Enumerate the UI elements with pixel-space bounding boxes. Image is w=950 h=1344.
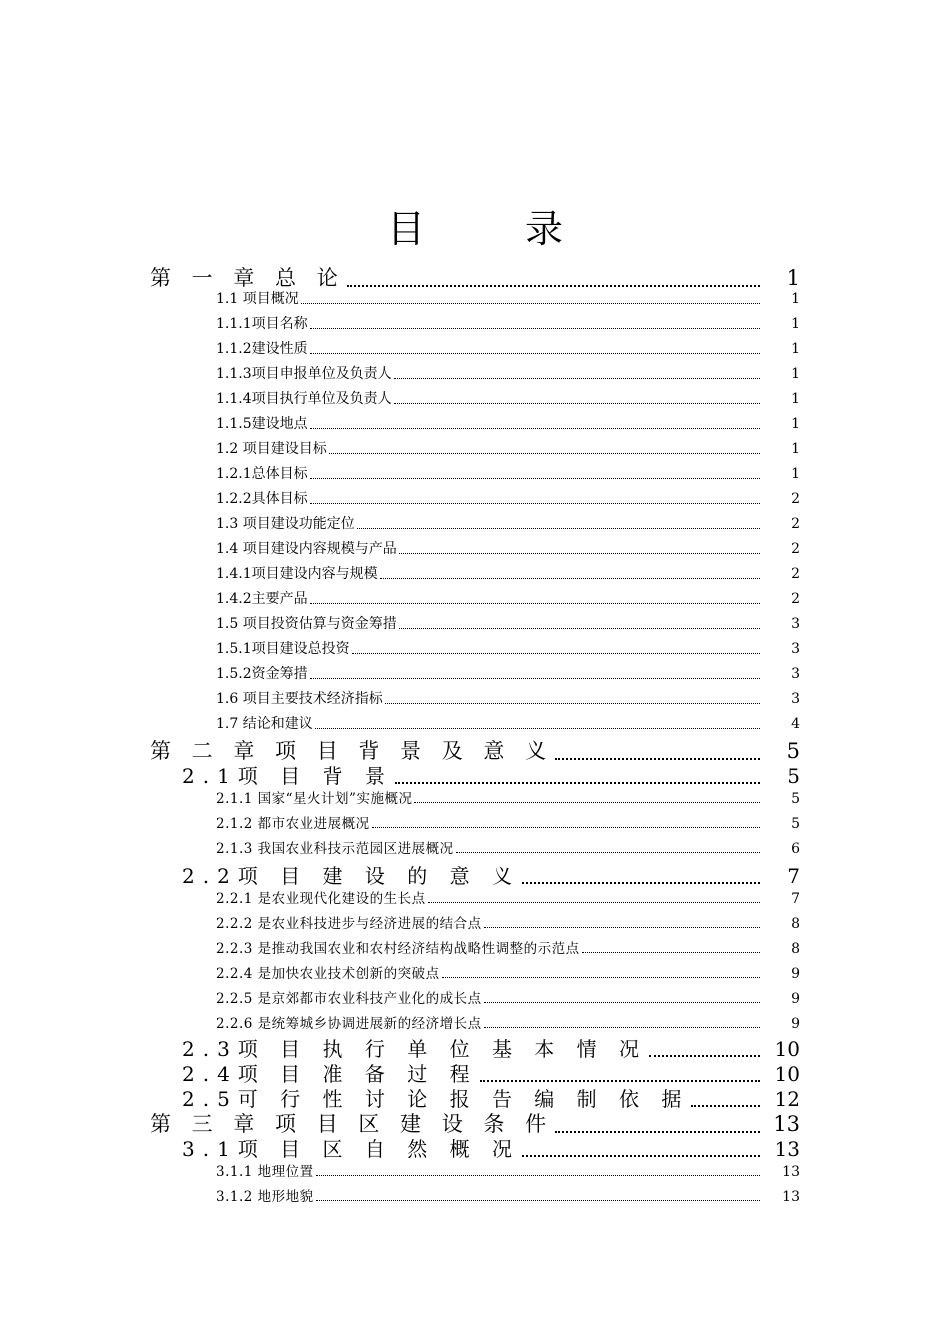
toc-entry[interactable] [216,613,800,633]
toc-entry-label: 1.2 项目建设目标 [216,441,327,457]
toc-entry-label: 2.2.1 是农业现代化建设的生长点 [216,891,426,907]
title-char-2: 录 [525,207,564,251]
toc-entry-label: 1.1.1项目名称 [216,316,308,332]
toc-entry-page-number: 1 [791,291,800,307]
toc-entry-page-number: 12 [774,1087,800,1111]
toc-entry-page-number: 13 [774,1137,800,1161]
toc-entry-label: 1.2.2具体目标 [216,491,308,507]
dot-leader [310,353,760,354]
toc-entry[interactable] [216,363,800,383]
toc-entry-label: 2.2.6 是统筹城乡协调进展新的经济增长点 [216,1016,482,1032]
dot-leader [310,328,760,329]
dot-leader [347,285,760,287]
toc-entry-label: 2.4项 目 准 备 过 程 [182,1062,478,1086]
toc-entry-page-number: 13 [773,1112,800,1136]
toc-entry-page-number: 1 [791,416,800,432]
dot-leader [484,1027,760,1028]
toc-entry-label: 1.3 项目建设功能定位 [216,516,355,532]
toc-entry[interactable] [182,760,800,789]
toc-entry-page-number: 9 [791,966,800,982]
toc-entry-label: 1.5.1项目建设总投资 [216,641,350,657]
toc-entry-page-number: 10 [774,1037,800,1061]
toc-entry-page-number: 2 [791,491,800,507]
dot-leader [399,553,760,554]
toc-entry-page-number: 8 [791,941,800,957]
toc-entry-page-number: 7 [787,864,800,888]
dot-leader [522,1155,760,1157]
toc-entry-label: 1.4.1项目建设内容与规模 [216,566,378,582]
toc-entry-label: 第 一 章 总 论 [150,266,345,290]
dot-leader [414,802,760,803]
toc-entry[interactable] [216,1185,800,1205]
dot-leader [399,628,760,629]
toc-entry[interactable] [216,538,800,558]
toc-entry-label: 1.7 结论和建议 [216,716,313,732]
toc-entry-label: 2.2项 目 建 设 的 意 义 [182,864,520,888]
toc-entry[interactable] [216,1012,800,1032]
dot-leader [394,378,760,379]
toc-entry-page-number: 1 [791,466,800,482]
toc-entry-page-number: 7 [791,891,800,907]
toc-entry[interactable] [216,463,800,483]
toc-entry[interactable] [216,912,800,932]
toc-entry[interactable] [216,438,800,458]
toc-entry-page-number: 6 [791,841,800,857]
toc-entry-label: 1.6 项目主要技术经济指标 [216,691,383,707]
toc-entry-page-number: 5 [786,739,800,763]
toc-entry-label: 2.2.2 是农业科技进步与经济进展的结合点 [216,916,482,932]
toc-entry-page-number: 3 [791,616,800,632]
toc-entry-page-number: 8 [791,916,800,932]
dot-leader [357,528,760,529]
toc-entry-label: 1.5 项目投资估算与资金筹措 [216,616,397,632]
toc-entry-page-number: 1 [791,441,800,457]
toc-entry-label: 2.2.5 是京郊都市农业科技产业化的成长点 [216,991,482,1007]
dot-leader [442,977,760,978]
dot-leader [316,1200,760,1201]
dot-leader [480,1080,760,1082]
dot-leader [428,902,760,903]
dot-leader [329,453,760,454]
toc-entry-page-number: 5 [791,791,800,807]
toc-entry[interactable] [216,288,800,308]
dot-leader [316,1175,760,1176]
toc-entry-label: 1.2.1总体目标 [216,466,308,482]
toc-entry-label: 2.1.3 我国农业科技示范园区进展概况 [216,841,454,857]
toc-entry-label: 1.1.5建设地点 [216,416,308,432]
dot-leader [380,578,760,579]
toc-entry-label: 1.4 项目建设内容规模与产品 [216,541,397,557]
toc-entry-label: 1.1 项目概况 [216,291,299,307]
dot-leader [310,478,760,479]
toc-entry[interactable] [216,488,800,508]
toc-entry[interactable] [216,338,800,358]
dot-leader [582,952,760,953]
title-char-1: 目 [386,207,425,251]
toc-entry-label: 1.5.2资金筹措 [216,666,308,682]
toc-entry[interactable] [216,962,800,982]
toc-entry[interactable] [216,812,800,832]
toc-entry[interactable] [216,413,800,433]
dot-leader [301,303,760,304]
dot-leader [394,403,760,404]
dot-leader [310,603,760,604]
toc-entry-page-number: 2 [791,516,800,532]
dot-leader [352,653,760,654]
toc-entry[interactable] [216,663,800,683]
toc-entry-label: 1.4.2主要产品 [216,591,308,607]
toc-entry-page-number: 4 [791,716,800,732]
toc-entry[interactable] [216,563,800,583]
dot-leader [691,1105,760,1107]
toc-entry-page-number: 1 [791,366,800,382]
toc-entry[interactable] [216,987,800,1007]
dot-leader [310,678,760,679]
toc-entry-label: 2.1.1 国家“星火计划”实施概况 [216,791,413,807]
toc-entry[interactable] [182,1133,800,1162]
toc-entry[interactable] [216,1160,800,1180]
toc-entry[interactable] [216,313,800,333]
dot-leader [315,728,760,729]
toc-entry-label: 1.1.4项目执行单位及负责人 [216,391,392,407]
toc-entry-page-number: 3 [791,691,800,707]
toc-entry-page-number: 1 [791,316,800,332]
toc-entry-label: 3.1.1 地理位置 [216,1164,314,1180]
toc-entry-label: 3.1.2 地形地貌 [216,1189,314,1205]
toc-entry[interactable] [216,638,800,658]
toc-entry[interactable] [216,937,800,957]
toc-entry-label: 2.2.4 是加快农业技术创新的突破点 [216,966,440,982]
toc-entry-page-number: 13 [782,1189,800,1205]
toc-entry-page-number: 1 [786,266,800,290]
dot-leader [649,1055,760,1057]
toc-entry-page-number: 1 [791,391,800,407]
dot-leader [310,428,760,429]
toc-entry-label: 1.1.3项目申报单位及负责人 [216,366,392,382]
toc-entry-label: 第 三 章 项 目 区 建 设 条 件 [150,1112,554,1136]
toc-entry-page-number: 9 [791,991,800,1007]
toc-entry-label: 第 二 章 项 目 背 景 及 意 义 [150,739,554,763]
toc-entry-label: 2.1项 目 背 景 [182,764,393,788]
toc-entry-page-number: 3 [791,641,800,657]
dot-leader [484,927,760,928]
toc-entry-page-number: 9 [791,1016,800,1032]
toc-entry-label: 2.3项 目 执 行 单 位 基 本 情 况 [182,1037,648,1061]
toc-entry[interactable] [182,860,800,889]
toc-entry[interactable] [216,388,800,408]
toc-entry-label: 1.1.2建设性质 [216,341,308,357]
toc-entry-label: 3.1项 目 区 自 然 概 况 [182,1137,520,1161]
toc-entry[interactable] [216,513,800,533]
toc-title [0,198,950,254]
toc-entry-page-number: 5 [791,816,800,832]
toc-entry-page-number: 10 [774,1062,800,1086]
toc-entry-page-number: 2 [791,591,800,607]
toc-entry[interactable] [216,588,800,608]
toc-entry-label: 2.2.3 是推动我国农业和农村经济结构战略性调整的示范点 [216,941,580,957]
toc-entry-page-number: 3 [791,666,800,682]
toc-entry-label: 2.1.2 都市农业进展概况 [216,816,370,832]
toc-entry[interactable] [216,787,800,807]
toc-entry[interactable] [216,837,800,857]
toc-entry[interactable] [216,887,800,907]
dot-leader [385,703,760,704]
dot-leader [372,827,760,828]
toc-entry[interactable] [216,688,800,708]
toc-entry-page-number: 13 [782,1164,800,1180]
dot-leader [522,882,760,884]
toc-entry-page-number: 1 [791,341,800,357]
toc-entry-page-number: 5 [787,764,800,788]
dot-leader [395,782,760,784]
toc-entry-page-number: 2 [791,541,800,557]
dot-leader [484,1002,760,1003]
toc-entry-label: 2.5可 行 性 讨 论 报 告 编 制 依 据 [182,1087,690,1111]
toc-entry[interactable] [216,713,800,733]
dot-leader [310,503,760,504]
toc-entry-page-number: 2 [791,566,800,582]
dot-leader [456,852,760,853]
